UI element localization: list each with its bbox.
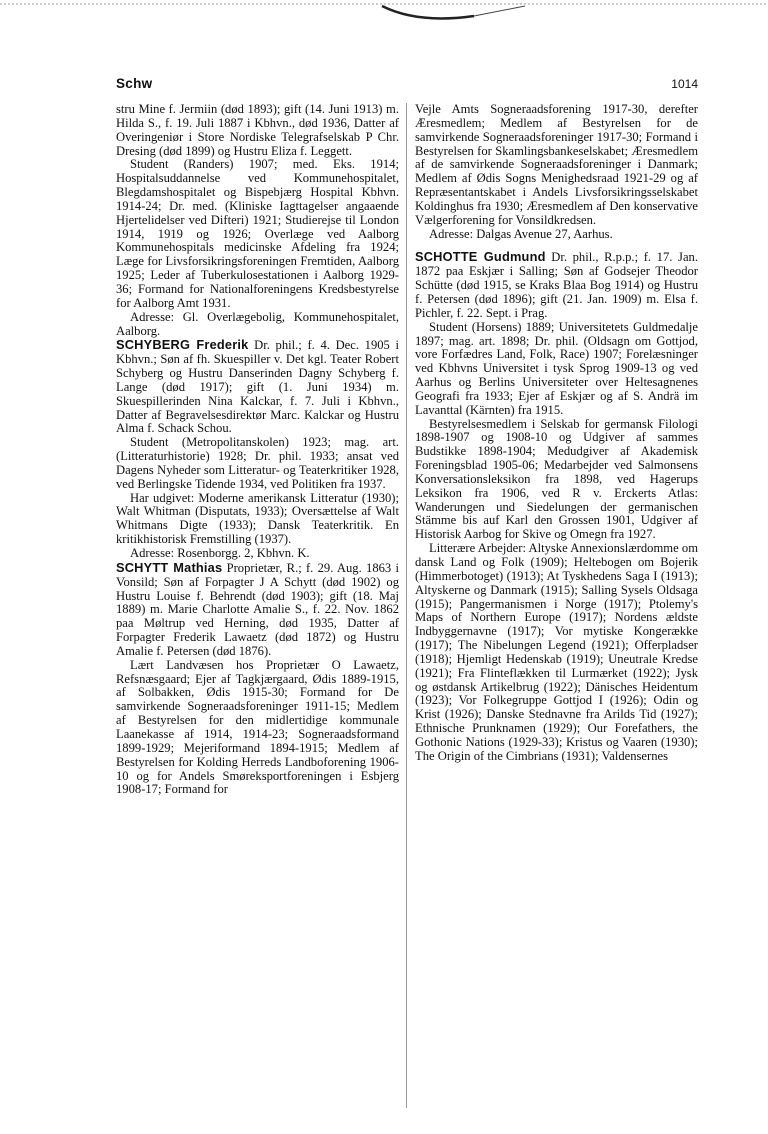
entry-headword: SCHOTTE Gudmund [415, 249, 546, 265]
running-head: Schw [116, 76, 153, 91]
scan-mark-top [0, 0, 768, 34]
entry-lead-text: Dr. phil., R.p.p.; f. 17. Jan. 1872 paa Eskjær i Salling; Søn af Godsejer Theodor Schütte (død 1915, se Kraks Blaa Bog 1914) og Hustru f. Petersen (død 1896); gift (21. Jan. 1909) m. Elsa f. Pichler, f. 22. Sept. i Prag. [415, 250, 698, 320]
left-column [116, 103, 399, 797]
entry-paragraph: Litterære Arbejder: Altyske Annexionslærdomme om dansk Land og Folk (1909); Heltebogen om Bojerik (Himmerbotoget) (1913); At Tyskhedens Saga I (1913); Altyskerne og Danmark (1915); Salling Sysels Oldsaga (1915); Pangermanismen i Norge (1917); Ptolemy's Maps of Northern Europe (1917); Nordens ældste Indbyggernavne (1917); Vor mytiske Kongerække (1917); The Nibelungen Legend (1921); Offerpladser (1918); Hjemligt Hedenskab (1919); Uneutrale Kredse (1921); Fra Flinteflækken til Lurmærket (1922); Jysk og østdansk Artikelbrug (1922); Dänisches Heidentum (1923); Vor Folkegruppe Gottjod I (1926); Odin og Krist (1926); Danske Stednavne fra Arilds Tid (1927); Ethnische Prunknamen (1929); Our Forefathers, the Gothonic Nations (1929-33); Kristus og Vaaren (1930); The Origin of the Cimbrians (1931); Valdensernes [415, 541, 698, 763]
page-number: 1014 [671, 77, 698, 91]
page-header [116, 76, 698, 91]
continuation-text: Student (Randers) 1907; med. Eks. 1914; Hospitalsuddannelse ved Kommunehospitalet, Blegdamshospitalet og Bispebjærg Hospital Kbhvn. 1914-24; Dr. med. (Kliniske Iagttagelser angaaende Hjertelidelser ved Difteri) 1921; Studierejse til London 1914, 1919 og 1926; Overlæge ved Aalborg Kommunehospitals medicinske Afdeling fra 1924; Læge for Livsforsikringsforeningen Fremtiden, Aalborg 1925; Leder af Tuberkulosestationen i Aalborg 1929-36; Formand for Nationalforeningens Kredsbestyrelse for Aalborg Amt 1931. [116, 157, 399, 310]
entry-schotte [415, 250, 698, 763]
entry-lead-text: Proprietær, R.; f. 29. Aug. 1863 i Vonsild; Søn af Forpagter J A Schytt (død 1902) og Hustru Louise f. Behrendt (død 1903); gift (18. Maj 1889) m. Marie Charlotte Amalie S., f. 22. Nov. 1862 paa Møltrup ved Herning, død 1935, Datter af Forpagter Frederik Lawaetz (død 1872) og Hustru Amalie f. Petersen (død 1876). [116, 560, 399, 658]
entry-paragraph: Student (Metropolitanskolen) 1923; mag. art. (Litteraturhistorie) 1928; Dr. phil. 1933; ansat ved Dagens Nyheder som Litteratur- og Teaterkritiker 1928, ved Berlingske Tidende 1934, ved Politiken fra 1937. [116, 435, 399, 491]
continuation-text: stru Mine f. Jermiin (død 1893); gift (14. Juni 1913) m. Hilda S., f. 19. Juli 1887 i Kbhvn., død 1936, Datter af Overingeniør i Store Nordiske Telegrafselskab P Chr. Dresing (død 1899) og Hustru Eliza f. Leggett. [116, 102, 399, 158]
entry-paragraph: Student (Horsens) 1889; Universitetets Guldmedalje 1897; mag. art. 1898; Dr. phil. (Oldsagn om Gottjod, vore Forfædres Land, Folk, Race) 1907; Forelæsninger ved Kbhvns Universitet i tysk Sprog 1909-13 og ved Aarhus og Berlins Universiteter over Heltesagnenes Geografi fra 1933; Ejer af Eskjær og af S. Andrä im Lavanttal (Kärnten) fra 1915. [415, 319, 698, 417]
entry-schyberg [116, 338, 399, 561]
right-column [415, 103, 698, 764]
entry-paragraph: Bestyrelsesmedlem i Selskab for germansk Filologi 1898-1907 og 1908-10 og Udgiver af sammes Budstikke 1898-1904; Medudgiver af Akademisk Foreningsblad 1905-06; Medarbejder ved Salmonsens Konversationsleksikon fra 1898, ved Hagerups Leksikon fra 1906, ved R v. Erckerts Atlas: Wanderungen und Siedelungen der germanischen Stämme bis auf Karl den Grossen 1901, Udgiver af Historisk Aarbog for Skive og Omegn fra 1927. [415, 416, 698, 542]
entry-paragraph: Lært Landvæsen hos Proprietær O Lawaetz, Refsnæsgaard; Ejer af Tagkjærgaard, Ødis 1889-1915, af Solbakken, Ødis 1915-30; Formand for De samvirkende Sogneraadsforeninger 1911-15; Medlem af Bestyrelsen for den midlertidige kommunale Laanekasse af 1914, 1914-23; Sogneraadsformand 1899-1929; Mejeriformand 1894-1915; Medlem af Bestyrelsen for Kolding Herreds Landboforening 1906-10 og for Andels Smøreksportforeningen i Esbjerg 1908-17; Formand for [116, 657, 399, 797]
address-line: Adresse: Rosenborgg. 2, Kbhvn. K. [130, 546, 310, 560]
entry-headword: SCHYTT Mathias [116, 559, 223, 575]
continuation-text: Vejle Amts Sogneraadsforening 1917-30, derefter Æresmedlem; Medlem af Bestyrelsen for de samvirkende Sogneraadsforeninger 1917-30; Formand i Bestyrelsen for Skamlingsbankeselskabet; Æresmedlem af de samvirkende Sogneraadsforeninger i Danmark; Medlem af Ødis Sogns Menighedsraad 1921-29 og af Repræsentantskabet i Andels Livsforsikringsselskabet Koldinghus fra 1930; Æresmedlem af Den konservative Vælgerforening for Vonsildkredsen. [415, 102, 698, 227]
column-divider [406, 103, 407, 1108]
entry-paragraph: Har udgivet: Moderne amerikansk Litteratur (1930); Walt Whitman (Disputats, 1933); Oversættelse af Walt Whitmans Digte (1933); Dansk Teaterkritik. En kritikhistorisk Fremstilling (1937). [116, 490, 399, 547]
address-line: Adresse: Gl. Overlægebolig, Kommunehospitalet, Aalborg. [116, 309, 399, 338]
entry-schytt [116, 561, 399, 797]
entry-lead-text: Dr. phil.; f. 4. Dec. 1905 i Kbhvn.; Søn af fh. Skuespiller v. Det kgl. Teater Robert Schyberg og Hustru Danserinden Dagny Schyberg f. Lange (død 1917); gift (1. Juni 1934) m. Skuespillerinden Nina Kalckar, f. 7. Juli i Kbhvn., Datter af Begravelsesdirektør Marc. Kalckar og Hustru Alma f. Schack Schou. [116, 338, 399, 436]
address-line: Adresse: Dalgas Avenue 27, Aarhus. [429, 226, 613, 241]
entry-headword: SCHYBERG Frederik [116, 337, 249, 353]
